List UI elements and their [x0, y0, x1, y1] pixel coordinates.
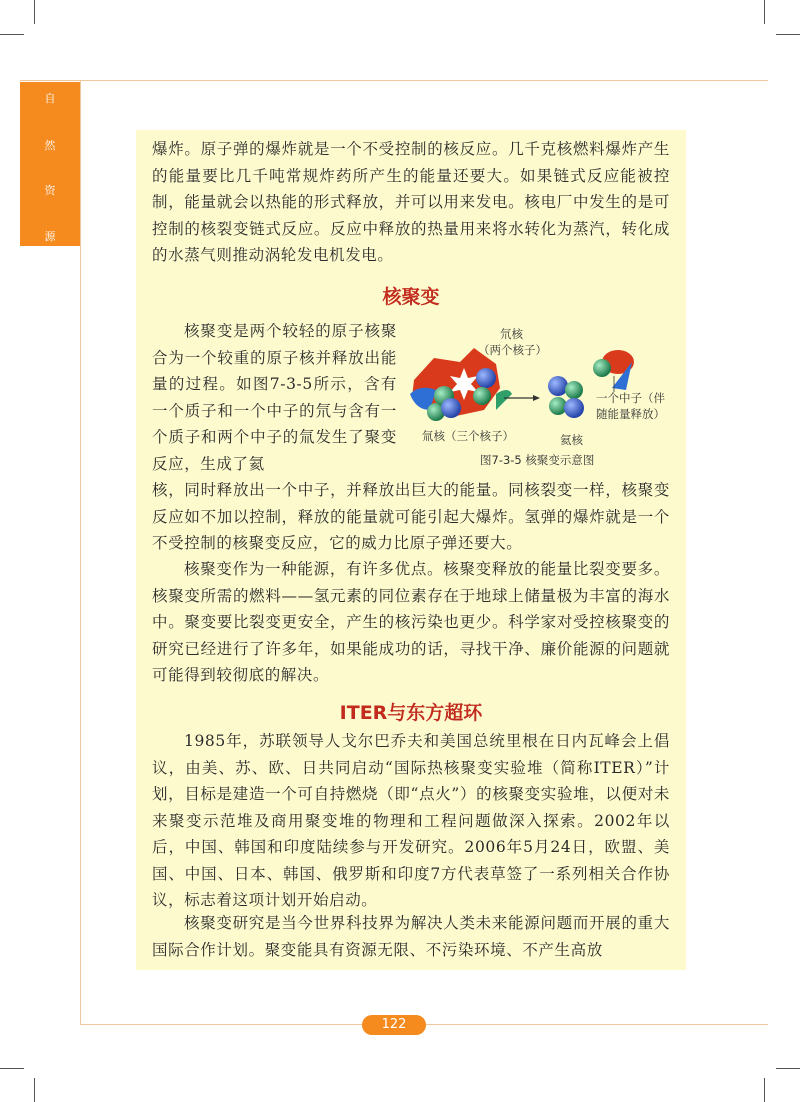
crop-mark [0, 1068, 24, 1069]
paragraph-fusion-intro: 核聚变是两个较轻的原子核聚合为一个较重的原子核并释放出能量的过程。如图7-3-5所示，含有一个质子和一个中子的氘与含有一个质子和两个中子的氚发生了聚变反应，生成了氦 [152, 322, 397, 473]
deuterium-proton [476, 368, 496, 388]
label-neutron-detail: 随能量释放） [596, 407, 665, 421]
deuterium-neutron [473, 387, 491, 405]
label-neutron: 一个中子（伴 [596, 391, 665, 405]
page-number: 122 [362, 1015, 426, 1035]
chapter-tab-char: 然 [44, 139, 56, 152]
bottom-rule [418, 1024, 768, 1025]
helium-proton [564, 398, 584, 418]
label-deuterium-detail: （两个核子） [478, 343, 547, 357]
paragraph-fission: 爆炸。原子弹的爆炸就是一个不受控制的核反应。几千克核燃料爆炸产生的能量要比几千吨常规炸药所产生的能量还要大。如果链式反应能被控制，能量就会以热能的形式释放，并可以用来发电。核电厂中发生的是可控制的核裂变链式反应。反应中释放的热量用来将水转化为蒸汽，转化成的水蒸气则推动涡轮发电机发电。 [152, 140, 670, 264]
crop-mark [0, 34, 24, 35]
crop-mark [764, 0, 765, 24]
chapter-tab [20, 82, 80, 246]
fusion-diagram [400, 318, 686, 470]
reaction-arrowhead [533, 395, 540, 401]
crop-mark [764, 1078, 765, 1102]
helium-proton [548, 376, 568, 396]
crop-mark [34, 0, 35, 24]
paragraph-fusion-advantages: 核聚变作为一种能源，有许多优点。核聚变释放的能量比裂变要多。核聚变所需的燃料——氢元素的同位素存在于地球上储量极为丰富的海水中。聚变要比裂变更安全，产生的核污染也更少。科学家对受控核聚变的研究已经进行了许多年，如果能成功的话，寻找干净、廉价能源的问题就可能得到较彻底的解决。 [152, 560, 670, 684]
bottom-rule [80, 1024, 370, 1025]
chapter-tab-char: 源 [44, 230, 56, 243]
label-tritium: 氚核（三个核子） [422, 429, 514, 443]
paragraph-iter-goal: 核聚变研究是当今世界科技界为解决人类未来能源问题而开展的重大国际合作计划。聚变能具有资源无限、不污染环境、不产生高放 [152, 914, 670, 959]
label-helium: 氦核 [560, 433, 583, 447]
paragraph-iter-history: 1985年，苏联领导人戈尔巴乔夫和美国总统里根在日内瓦峰会上倡议，由美、苏、欧、日共同启动“国际热核聚变实验堆（简称ITER）”计划，目标是建造一个可自持燃烧（即“点火”）的核聚变实验堆，以便对未来聚变示范堆及商用聚变堆的物理和工程问题做深入探索。2002年以后，中国、韩国和印度陆续参与开发研究。2006年5月24日，欧盟、美国、中国、日本、韩国、俄罗斯和印度7方代表草签了一系列相关合作协议，标志着这项计划开始启动。 [152, 732, 670, 909]
chapter-tab-char: 自 [44, 92, 56, 105]
section-heading-fusion: 核聚变 [382, 286, 440, 308]
left-rule [80, 80, 81, 1024]
escaping-neutron [593, 359, 611, 377]
figure-caption: 图7-3-5 核聚变示意图 [480, 453, 595, 467]
tritium-proton [441, 398, 461, 418]
deuterium-trail [496, 390, 512, 410]
helium-neutron [565, 381, 583, 399]
section-heading-iter: ITER与东方超环 [339, 702, 483, 724]
top-rule [20, 80, 768, 81]
crop-mark [34, 1078, 35, 1102]
label-deuterium: 氘核 [500, 327, 523, 341]
crop-mark [776, 34, 800, 35]
chapter-tab-char: 资 [44, 184, 56, 197]
paragraph-fusion-continued: 核，同时释放出一个中子，并释放出巨大的能量。同核裂变一样，核聚变反应如不加以控制，释放的能量就可能引起大爆炸。氢弹的爆炸就是一个不受控制的核聚变反应，它的威力比原子弹还要大。 [152, 481, 670, 552]
crop-mark [776, 1068, 800, 1069]
